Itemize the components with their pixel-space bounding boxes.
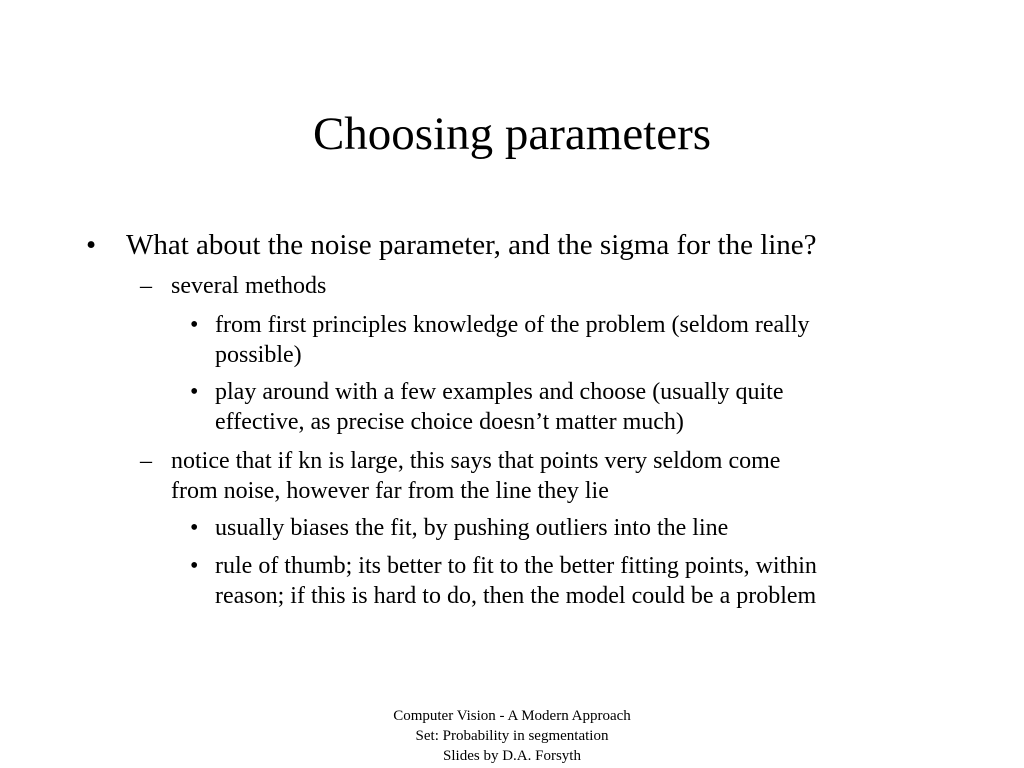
bullet-l3-text: usually biases the fit, by pushing outliers into the line bbox=[215, 515, 729, 541]
footer-line: Slides by D.A. Forsyth bbox=[443, 748, 581, 764]
bullet-l2-marker: – bbox=[140, 273, 152, 299]
bullet-l2-text: several methods bbox=[171, 273, 327, 299]
bullet-l3-text-line2: effective, as precise choice doesn’t matter much) bbox=[215, 409, 684, 435]
bullet-l3-text-line1: rule of thumb; its better to fit to the better fitting points, within bbox=[215, 553, 817, 579]
bullet-l2-text-line2: from noise, however far from the line they lie bbox=[171, 478, 609, 504]
bullet-l3-marker: • bbox=[190, 312, 199, 338]
bullet-l3-marker: • bbox=[190, 379, 199, 405]
bullet-l1-text: What about the noise parameter, and the sigma for the line? bbox=[126, 229, 817, 261]
slide-title: Choosing parameters bbox=[312, 108, 712, 160]
bullet-l2-marker: – bbox=[140, 448, 152, 474]
footer-line: Set: Probability in segmentation bbox=[415, 728, 609, 744]
slide-footer bbox=[0, 706, 1024, 766]
bullet-l3-text-line2: possible) bbox=[215, 342, 302, 368]
bullet-l3-text-line1: play around with a few examples and choose (usually quite bbox=[215, 379, 784, 405]
bullet-l3-text-line2: reason; if this is hard to do, then the model could be a problem bbox=[215, 583, 817, 609]
bullet-l1-marker: • bbox=[86, 229, 97, 261]
bullet-l3-text-line1: from first principles knowledge of the problem (seldom really bbox=[215, 312, 810, 338]
bullet-l3-marker: • bbox=[190, 553, 199, 579]
footer-line: Computer Vision - A Modern Approach bbox=[393, 708, 631, 724]
bullet-l3-marker: • bbox=[190, 515, 199, 541]
bullet-l2-text-line1: notice that if kn is large, this says that points very seldom come bbox=[171, 448, 781, 474]
